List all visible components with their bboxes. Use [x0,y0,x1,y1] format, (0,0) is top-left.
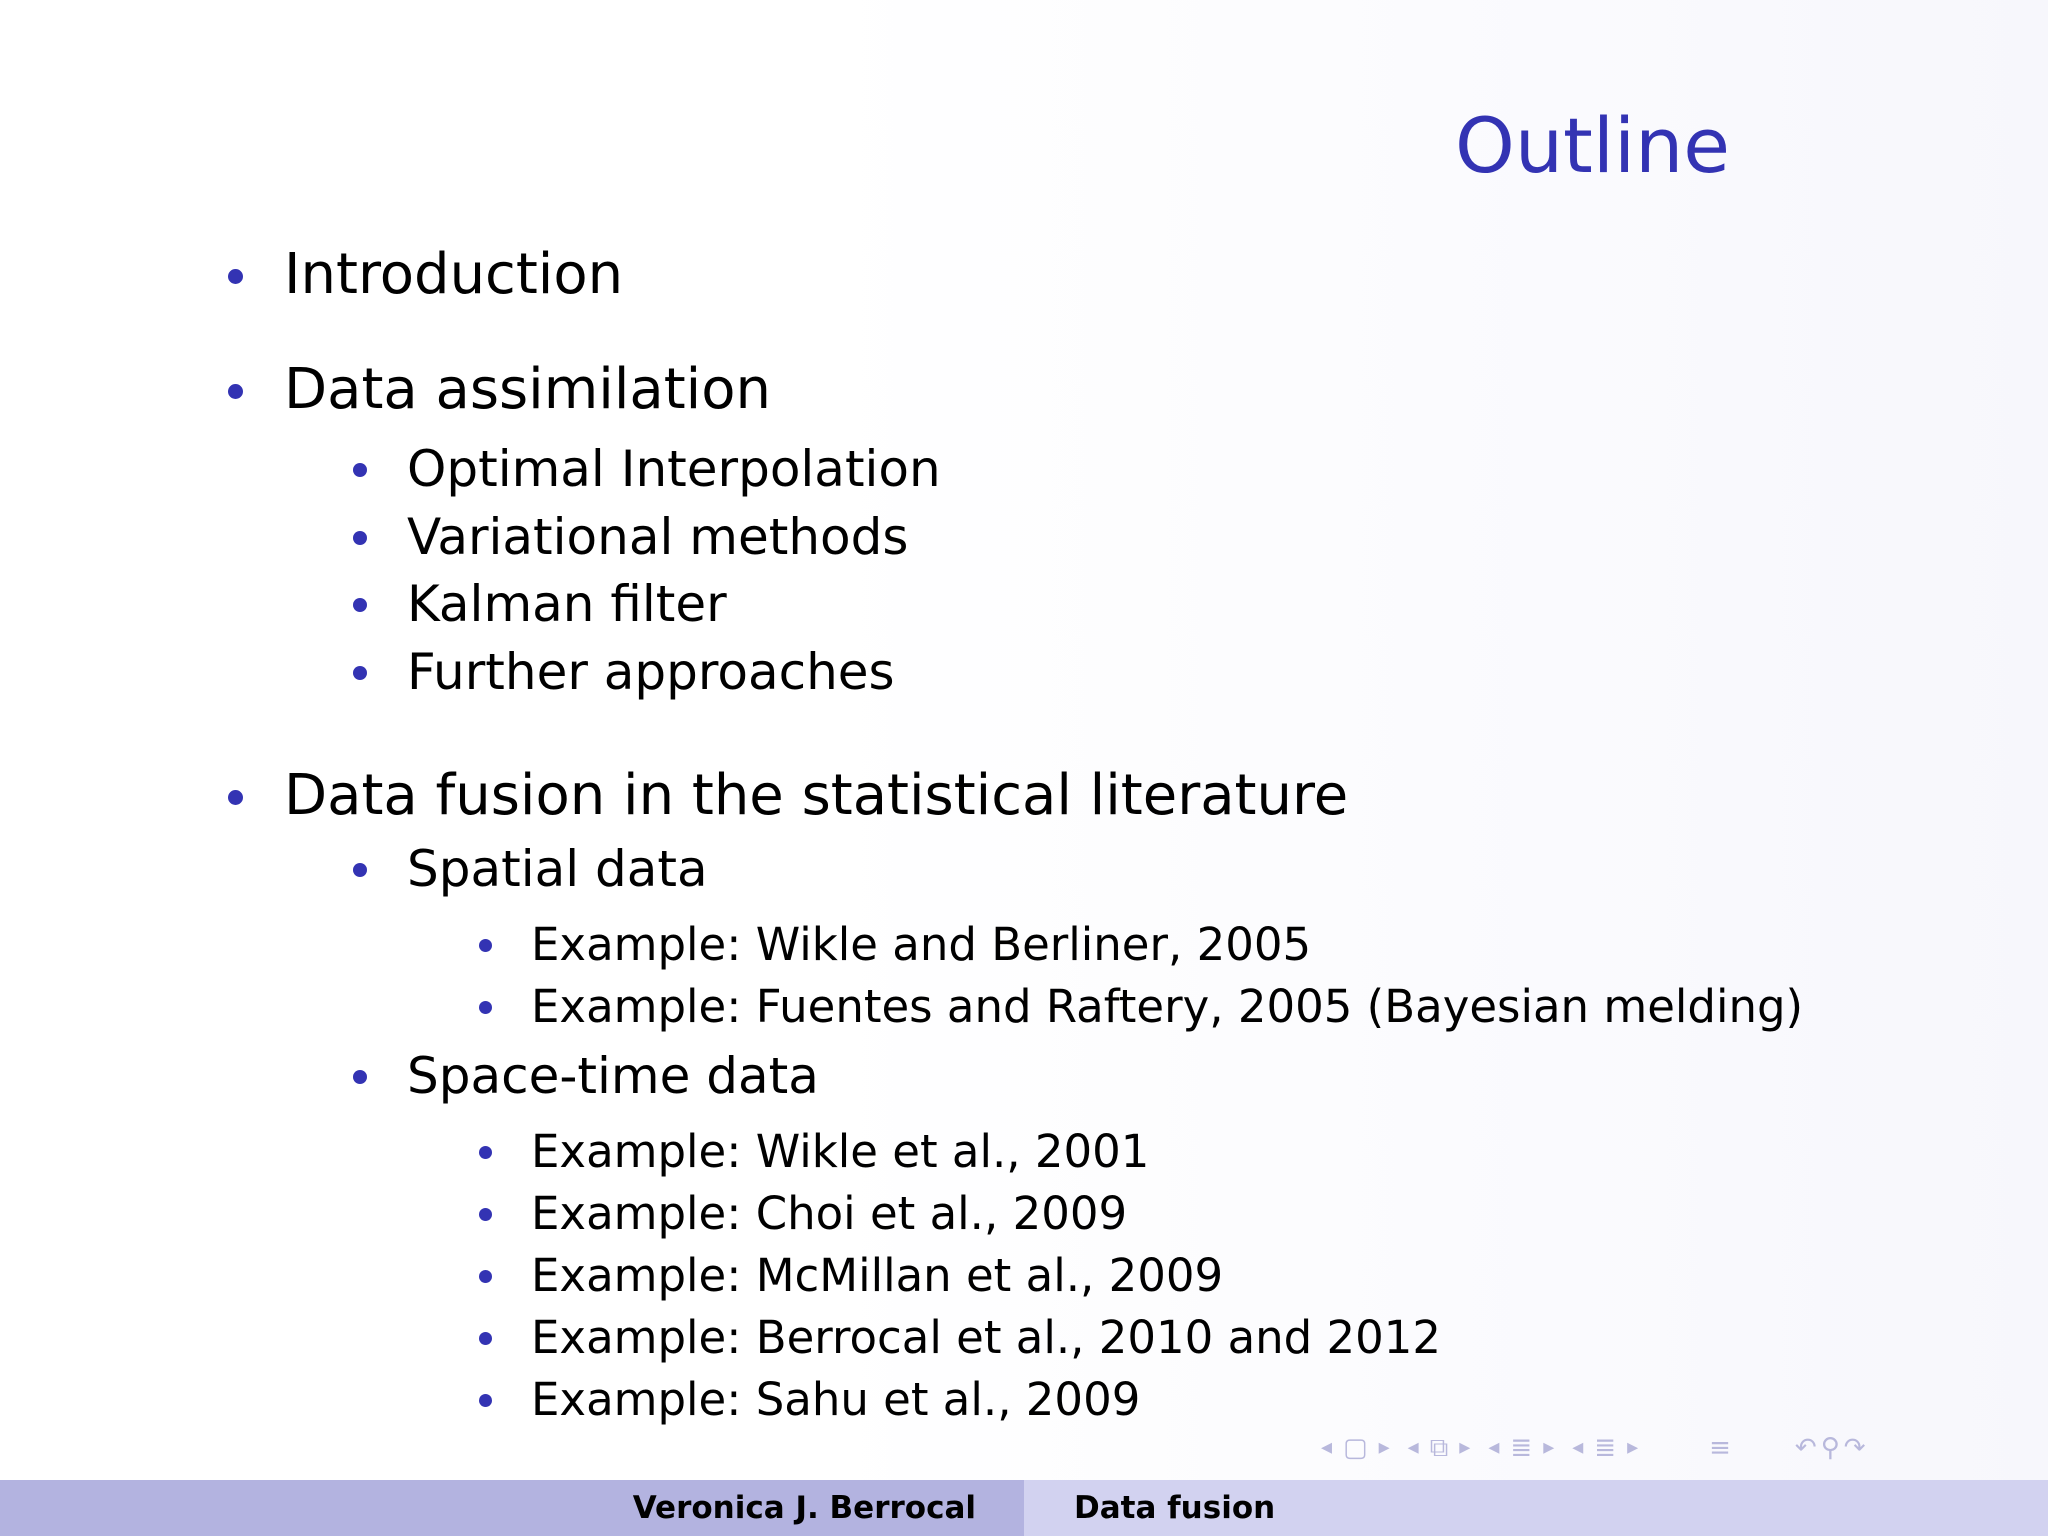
outline-item-label: Optimal Interpolation [407,440,941,498]
undo-icon[interactable]: ↶ [1794,1433,1817,1463]
outline-item-label: Example: Fuentes and Raftery, 2005 (Bayesian melding) [531,980,1804,1033]
outline-item-label: Further approaches [407,643,895,701]
prev-subsection-arrow-icon[interactable]: ◂ [1407,1435,1419,1460]
outline-example-item [531,980,1804,1033]
redo-icon[interactable]: ↷ [1843,1433,1866,1463]
bullet-icon [479,1146,492,1159]
slide-title: Outline [1455,101,1730,190]
bullet-icon [228,269,243,284]
outline-item-label: Example: Berrocal et al., 2010 and 2012 [531,1311,1442,1364]
bullet-icon [353,531,367,545]
outline-subitem-optimal-interpolation [407,440,941,498]
bullet-icon [479,939,492,952]
bullet-icon [479,1270,492,1283]
bullet-icon [353,463,367,477]
bullet-icon [353,1070,367,1084]
outline-item-label: Example: Wikle et al., 2001 [531,1125,1150,1178]
bullet-icon [228,384,243,399]
bullet-icon [479,1332,492,1345]
outline-item-label: Variational methods [407,508,909,566]
outline-item-label: Introduction [284,242,624,307]
outline-item-label: Example: Wikle and Berliner, 2005 [531,918,1312,971]
bullet-icon [479,1208,492,1221]
outline-item-label: Example: Sahu et al., 2009 [531,1373,1141,1426]
bullet-icon [353,598,367,612]
prev-presentation-arrow-icon[interactable]: ◂ [1572,1435,1584,1460]
outline-subitem-space-time-data [407,1047,819,1105]
outline-item-data-assimilation [284,357,771,422]
next-section-arrow-icon[interactable]: ▸ [1543,1435,1555,1460]
outline-example-item [531,918,1312,971]
beamer-navigation-bar [1312,1432,1868,1464]
subsection-icon[interactable]: ⧉ [1429,1433,1449,1463]
align-icon[interactable]: ≡ [1709,1433,1731,1463]
search-icon[interactable]: ⚲ [1820,1433,1840,1463]
outline-example-item [531,1187,1128,1240]
outline-subitem-kalman-filter [407,575,727,633]
next-frame-arrow-icon[interactable]: ▸ [1378,1435,1390,1460]
footer-short-title: Data fusion [1024,1480,2048,1536]
outline-subitem-spatial-data [407,840,708,898]
bullet-icon [479,1394,492,1407]
outline-item-label: Data fusion in the statistical literature [284,763,1349,828]
next-subsection-arrow-icon[interactable]: ▸ [1459,1435,1471,1460]
outline-item-label: Spatial data [407,840,708,898]
outline-item-introduction [284,242,624,307]
outline-item-label: Kalman filter [407,575,727,633]
outline-item-label: Space-time data [407,1047,819,1105]
prev-frame-arrow-icon[interactable]: ◂ [1321,1435,1333,1460]
frame-icon[interactable]: ▢ [1343,1433,1368,1463]
section-icon[interactable]: ≣ [1510,1433,1533,1463]
outline-item-label: Example: McMillan et al., 2009 [531,1249,1224,1302]
bullet-icon [228,790,243,805]
outline-example-item [531,1249,1224,1302]
footer-bar [0,1480,2048,1536]
outline-subitem-further-approaches [407,643,895,701]
footer-author: Veronica J. Berrocal [0,1480,1024,1536]
bullet-icon [353,863,367,877]
outline-item-label: Data assimilation [284,357,771,422]
presentation-icon[interactable]: ≣ [1594,1433,1617,1463]
outline-example-item [531,1125,1150,1178]
outline-item-data-fusion [284,763,1349,828]
prev-section-arrow-icon[interactable]: ◂ [1488,1435,1500,1460]
bullet-icon [353,666,367,680]
outline-example-item [531,1311,1442,1364]
next-presentation-arrow-icon[interactable]: ▸ [1627,1435,1639,1460]
bullet-icon [479,1001,492,1014]
outline-item-label: Example: Choi et al., 2009 [531,1187,1128,1240]
outline-subitem-variational-methods [407,508,909,566]
outline-example-item [531,1373,1141,1426]
